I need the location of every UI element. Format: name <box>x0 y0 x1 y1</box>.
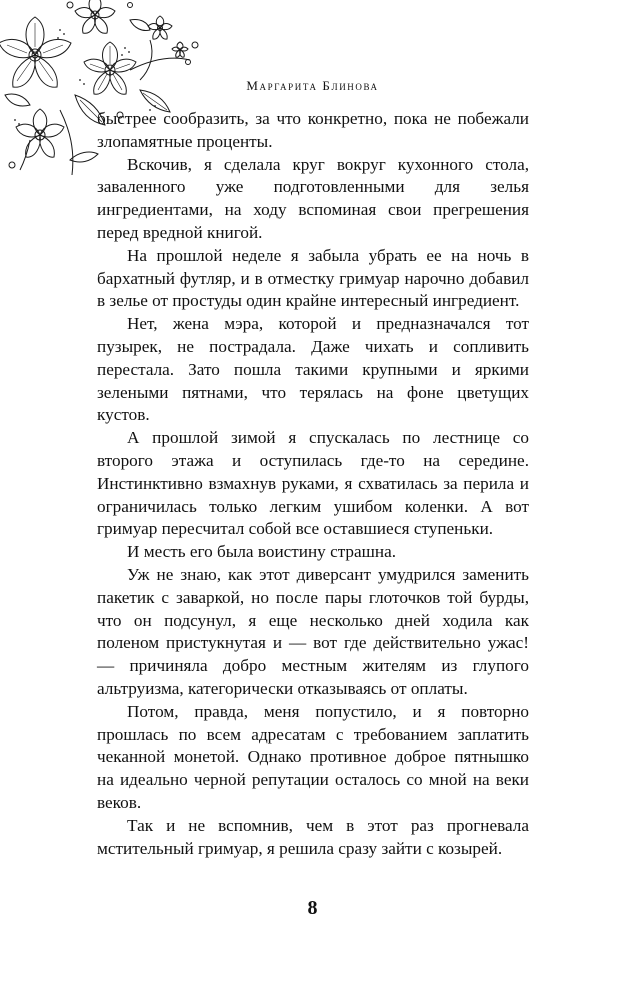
paragraph: Нет, жена мэра, которой и предназначался тот пузырек, не пострадала. Даже чихать и сопливить перестала. Зато пошла такими крупными и яркими зелеными пятнами, что терялась на фоне цветущих кустов. <box>97 314 529 425</box>
flower-small <box>148 16 172 39</box>
paragraph: Потом, правда, меня попустило, и я повторно прошлась по всем адресатам с требованием заплатить чеканной монетой. Однако противное доброе пятнышко на идеально черной репутации осталось со мной на веки веков. <box>97 701 529 812</box>
body-text <box>97 108 529 860</box>
page-number: 8 <box>307 897 318 919</box>
running-head-author: Маргарита Блинова <box>246 78 379 93</box>
flower-bottom <box>16 109 64 157</box>
paragraph: Вскочив, я сделала круг вокруг кухонного стола, заваленного уже подготовленными для зелья ингредиентами, на ходу вспоминая свои прегрешения перед вредной книгой. <box>97 154 529 242</box>
paragraph: И месть его была воистину страшна. <box>127 542 396 562</box>
paragraph: Так и не вспомнив, чем в этот раз прогневала мстительный гримуар, я решила сразу зайти с козырей. <box>97 815 529 858</box>
flower-top <box>75 0 115 33</box>
paragraph: быстрее сообразить, за что конкретно, пока не побежали злопамятные проценты. <box>97 109 529 151</box>
paragraph: А прошлой зимой я спускалась по лестнице со второго этажа и оступилась где-то на середине. Инстинктивно взмахнув руками, я схватилась за перила и ограничилась только легким ушибом коленки. А вот гримуар пересчитал собой все оставшиеся ступеньки. <box>97 428 529 539</box>
flower-large <box>0 17 71 87</box>
flower-tiny <box>172 42 188 57</box>
paragraph: Уж не знаю, как этот диверсант умудрился заменить пакетик с заваркой, но после пары глоточков той бурды, что он подсунул, я еще несколько дней ходила как поленом пристукнутая и — вот где действительно ужас! — причиняла добро местным жителям из глупого альтруизма, категорически отказываясь от оплаты. <box>97 564 529 698</box>
paragraph: На прошлой неделе я забыла убрать ее на ночь в бархатный футляр, и в отместку гримуар нарочно добавил в зелье от простуды один крайне интересный ингредиент. <box>97 245 529 311</box>
